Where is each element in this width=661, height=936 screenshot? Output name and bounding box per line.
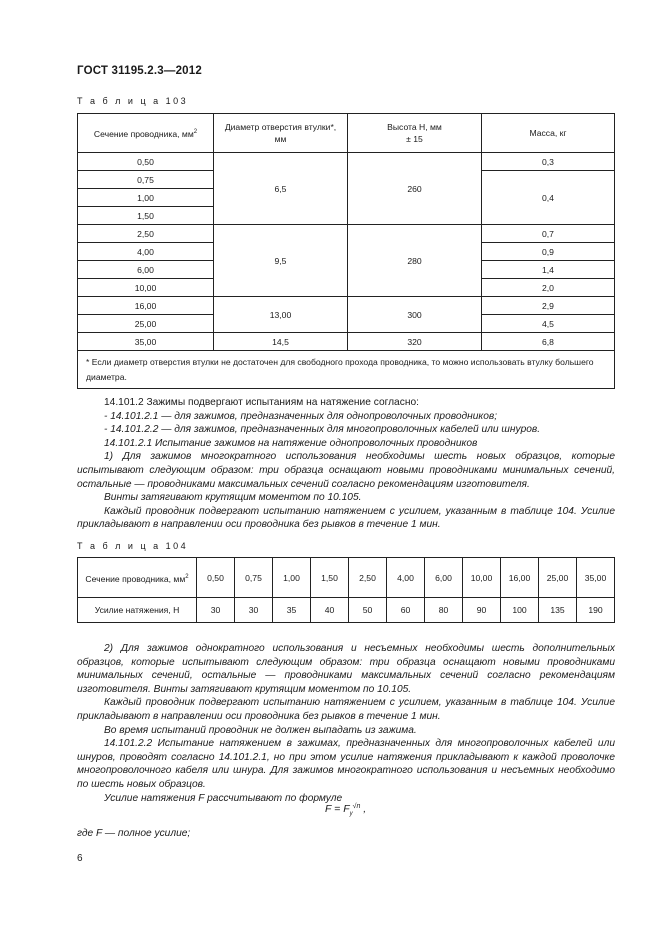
- header-height: Высота H, мм ± 15: [348, 114, 482, 153]
- table-104-caption: Т а б л и ц а 104: [77, 541, 189, 551]
- diameter-cell: 6,5: [214, 153, 348, 225]
- section-cell: 16,00: [78, 297, 214, 315]
- section-cell: 10,00: [78, 279, 214, 297]
- text-block-3: [77, 827, 615, 841]
- height-cell: 300: [348, 297, 482, 333]
- header-mass: Масса, кг: [482, 114, 615, 153]
- section-cell: 1,50: [78, 207, 214, 225]
- mass-cell: 2,9: [482, 297, 615, 315]
- section-value-cell: 25,00: [539, 558, 577, 598]
- mass-cell: 0,3: [482, 153, 615, 171]
- height-cell: 280: [348, 225, 482, 297]
- section-cell: 0,50: [78, 153, 214, 171]
- force-value-cell: 135: [539, 598, 577, 623]
- force-value-cell: 30: [197, 598, 235, 623]
- paragraph: 14.101.2.2 Испытание натяжением в зажимах, предназначенных для многопроволочных кабелей или шнуров, проводят согласно 14.101.2.1, но при этом усилие натяжения прикладывают к каждой проволочке многопроволочного кабеля или шнура. Для зажимов многократного использования и несъемных необходимо по шесть новых образцов.: [77, 738, 615, 790]
- mass-cell: 2,0: [482, 279, 615, 297]
- force-value-cell: 35: [273, 598, 311, 623]
- section-value-cell: 10,00: [463, 558, 501, 598]
- section-cell: 25,00: [78, 315, 214, 333]
- page-header: ГОСТ 31195.2.3—2012: [77, 65, 202, 77]
- section-value-cell: 0,75: [235, 558, 273, 598]
- section-value-cell: 2,50: [349, 558, 387, 598]
- section-value-cell: 16,00: [501, 558, 539, 598]
- header-section: Сечение проводника, $мм^2$: [78, 114, 214, 153]
- section-cell: 2,50: [78, 225, 214, 243]
- diameter-cell: 9,5: [214, 225, 348, 297]
- force-value-cell: 40: [311, 598, 349, 623]
- force-value-cell: 190: [577, 598, 615, 623]
- force-value-cell: 100: [501, 598, 539, 623]
- text-block-1: [77, 396, 615, 532]
- section-value-cell: 35,00: [577, 558, 615, 598]
- force-value-cell: 30: [235, 598, 273, 623]
- paragraph: 1) Для зажимов многократного использования необходимы шесть новых образцов, которые испытывают следующим образом: три образца оснащают новыми проводниками минимальных сечений, остальные — проводниками максимальных сечений согласно рекомендациям изготовителя.: [77, 451, 615, 490]
- height-cell: 320: [348, 333, 482, 351]
- paragraph: Каждый проводник подвергают испытанию натяжением с усилием, указанным в таблице 104. Усилие прикладывают в направлении оси проводника без рывков в течение 1 мин.: [77, 505, 615, 531]
- table-103-caption: Т а б л и ц а 103: [77, 96, 189, 106]
- section-value-cell: 1,00: [273, 558, 311, 598]
- header-diameter: Диаметр отверстия втулки*, мм: [214, 114, 348, 153]
- diameter-cell: 14,5: [214, 333, 348, 351]
- mass-cell: 0,9: [482, 243, 615, 261]
- diameter-cell: 13,00: [214, 297, 348, 333]
- paragraph: 14.101.2 Зажимы подвергают испытаниям на натяжение согласно:: [104, 397, 419, 408]
- formula: $F = F_y^{√n}$ ,: [325, 803, 367, 817]
- paragraph: 14.101.2.1 Испытание зажимов на натяжение однопроволочных проводников: [104, 437, 478, 449]
- paragraph: Во время испытаний проводник не должен выпадать из зажима.: [104, 724, 417, 736]
- section-cell: 4,00: [78, 243, 214, 261]
- force-value-cell: 60: [387, 598, 425, 623]
- section-cell: 0,75: [78, 171, 214, 189]
- mass-cell: 1,4: [482, 261, 615, 279]
- mass-cell: 4,5: [482, 315, 615, 333]
- table-103: [77, 113, 615, 389]
- section-value-cell: 1,50: [311, 558, 349, 598]
- page-number: 6: [77, 853, 83, 864]
- section-cell: 35,00: [78, 333, 214, 351]
- paragraph: 2) Для зажимов однократного использования и несъемных необходимы шесть дополнительных образцов, которые испытывают следующим образом: три образца оснащают новыми проводниками минимальных сечений, остальные — проводниками максимальных сечений согласно рекомендациям изготовителя. Винты затягивают крутящим моментом по 10.105.: [77, 643, 615, 695]
- table-103-footnote: * Если диаметр отверстия втулки не достаточен для свободного прохода проводника, то можно использовать втулку большего диаметра.: [78, 351, 615, 389]
- paragraph: где F — полное усилие;: [77, 828, 191, 839]
- paragraph: - 14.101.2.1 — для зажимов, предназначенных для однопроволочных проводников;: [104, 410, 498, 422]
- section-cell: 1,00: [78, 189, 214, 207]
- section-value-cell: 6,00: [425, 558, 463, 598]
- row-label-force: Усилие натяжения, Н: [78, 598, 197, 623]
- paragraph: Каждый проводник подвергают испытанию натяжением с усилием, указанным в таблице 104. Усилие прикладывают в направлении оси проводника без рывков в течение 1 мин.: [77, 697, 615, 722]
- section-value-cell: 4,00: [387, 558, 425, 598]
- row-label-section: Сечение проводника, $мм^2$: [78, 558, 197, 598]
- mass-cell: 0,7: [482, 225, 615, 243]
- paragraph: Винты затягивают крутящим моментом по 10.105.: [104, 492, 362, 504]
- section-value-cell: 0,50: [197, 558, 235, 598]
- section-cell: 6,00: [78, 261, 214, 279]
- text-block-2: [77, 642, 615, 805]
- paragraph: Усилие натяжения F рассчитывают по формуле: [104, 792, 343, 804]
- table-104: [77, 557, 615, 623]
- mass-cell: 6,8: [482, 333, 615, 351]
- force-value-cell: 90: [463, 598, 501, 623]
- mass-cell: 0,4: [482, 171, 615, 225]
- force-value-cell: 80: [425, 598, 463, 623]
- force-value-cell: 50: [349, 598, 387, 623]
- height-cell: 260: [348, 153, 482, 225]
- paragraph: - 14.101.2.2 — для зажимов, предназначенных для многопроволочных кабелей или шнуров.: [104, 424, 541, 436]
